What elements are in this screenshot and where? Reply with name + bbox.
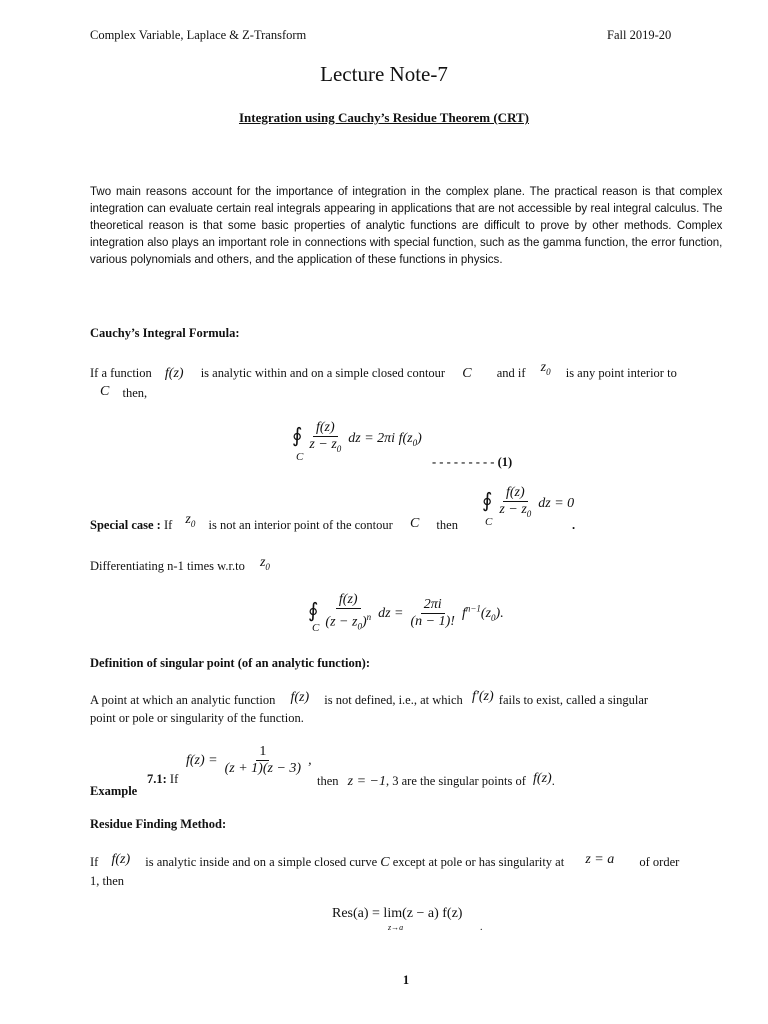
- derivative-formula: ∮ $\frac{f(z)}{(z - z_0)^n}$ dz = $\frac{2\pi i}{(n - 1)!}$ $f^{n-1}(z_0)$.: [308, 592, 504, 632]
- residue-dot: .: [480, 922, 483, 933]
- contour-integral-icon: ∮: [292, 425, 303, 448]
- example-label: Example: [90, 784, 138, 798]
- derivative-contour-label: C: [312, 622, 320, 634]
- residue-formula: Res(a) = lim(z − a) f(z): [332, 906, 463, 921]
- example-function: f(z) = $\frac{1}{(z + 1)(z - 3)}$ ,: [186, 744, 312, 776]
- singular-line1: A point at which an analytic function f(z) is not defined, i.e., at which f′(z) fails to exist, called a singular: [90, 689, 649, 707]
- singular-line2: point or pole or singularity of the function.: [90, 711, 304, 725]
- intro-paragraph: Two main reasons account for the importance of integration in the complex plane. The practical reason is that complex integration can evaluate certain real integrals appearing in applications that are not accessible by real integral calculus. The theoretical reason is that some basic properties of analytic functions are difficult to prove by other methods. Complex integration also plays an important role in connections with special function, such as the gamma function, the error function, various polynomials and others, and the application of these functions in physics.: [90, 184, 723, 266]
- residue-limit-sub: z→a: [388, 923, 404, 932]
- equation-label-1: - - - - - - - - - (1): [432, 455, 513, 469]
- residue-line1: If f(z) is analytic inside and on a simple closed curve C except at pole or has singularity at z = a of order: [90, 852, 680, 870]
- cif-line2: C then,: [100, 384, 148, 400]
- lecture-subtitle: Integration using Cauchy’s Residue Theorem (CRT): [238, 110, 529, 125]
- residue-line2: 1, then: [90, 874, 125, 888]
- lecture-title: Lecture Note-7: [320, 62, 448, 86]
- cif-heading: Cauchy’s Integral Formula:: [90, 326, 240, 340]
- example-if: 7.1: If: [147, 772, 179, 786]
- special-case-formula: ∮ $\frac{f(z)}{z - z_0}$ dz = 0: [482, 485, 575, 519]
- special-case-line: Special case : If $z_0$ is not an interior point of the contour C then: [90, 512, 458, 532]
- cif-line1: If a function f(z) is analytic within and on a simple closed contour C and if $z_0$ is any point interior to: [90, 360, 677, 381]
- contour-integral-icon: ∮: [482, 490, 493, 513]
- header-term: Fall 2019-20: [607, 28, 672, 42]
- header-course: Complex Variable, Laplace & Z-Transform: [90, 28, 307, 42]
- cauchy-contour-label: C: [296, 451, 304, 463]
- differentiating-line: Differentiating n-1 times w.r.to $z_0$: [90, 555, 270, 573]
- singular-heading: Definition of singular point (of an analytic function):: [90, 656, 370, 670]
- special-contour-label: C: [485, 516, 493, 528]
- example-then-line: then z = −1, 3 are the singular points of f(z).: [317, 771, 555, 789]
- page-number: 1: [402, 973, 410, 987]
- cauchy-formula: ∮ $\frac{f(z)}{z - z_0}$ dz = 2πi $f(z_0)$: [292, 420, 422, 454]
- contour-integral-icon: ∮: [308, 599, 319, 622]
- residue-heading: Residue Finding Method:: [90, 817, 227, 831]
- special-dot: .: [572, 518, 576, 532]
